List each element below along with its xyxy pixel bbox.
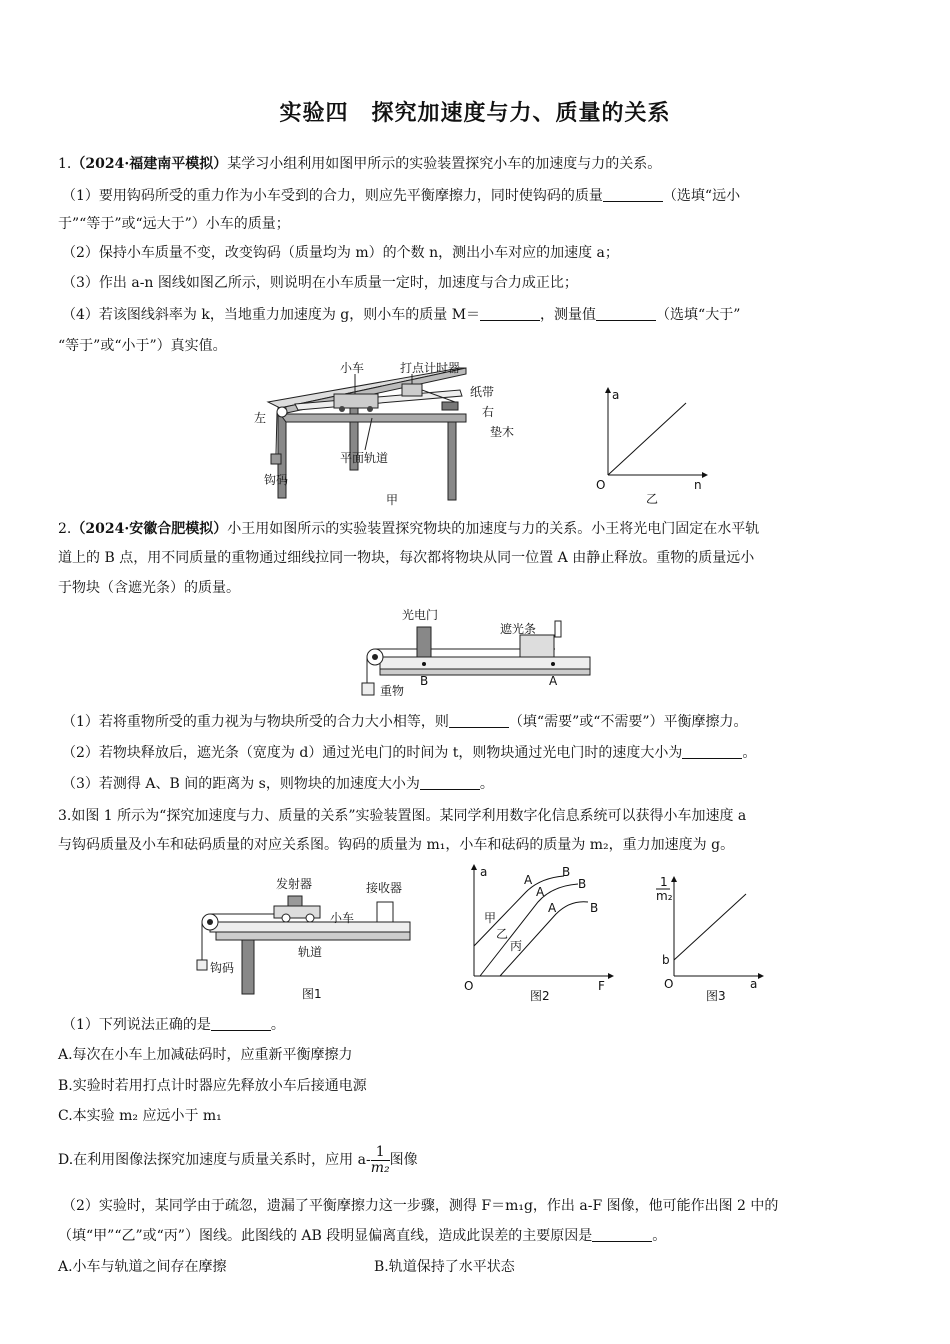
origin-label: O (464, 979, 474, 993)
q3-line2: 与钩码质量及小车和砝码质量的对应关系图。钩码的质量为 m₁，小车和砝码的质量为 m₂，重力加速度为 g。 (58, 837, 735, 853)
intercept-b: b (662, 953, 670, 967)
axis-f-label: F (598, 979, 605, 993)
q1-number: 1. (58, 156, 72, 172)
figure-a-n-graph (590, 385, 710, 510)
q2-p1-text-b: （填“需要”或“不需要”）平衡摩擦力。 (508, 714, 748, 730)
label-a: A (549, 674, 558, 688)
label-A1: A (524, 873, 533, 887)
label-weight: 钩码 (264, 473, 289, 487)
axis-num: 1 (660, 875, 668, 889)
q3-p2-text-b: 。 (652, 1228, 667, 1244)
label-strip: 遮光条 (500, 622, 537, 636)
q3-p2-text: （填“甲”“乙”或“丙”）图线。此图线的 AB 段明显偏离直线，造成此误差的主要原因是 (58, 1228, 593, 1244)
q2-p2-text-b: 。 (742, 745, 757, 761)
figure-cart-apparatus (250, 360, 530, 510)
label-B2: B (578, 877, 587, 891)
figure-3-graph (650, 872, 770, 1007)
q3-answer-row-b (374, 1257, 774, 1277)
caption-yi: 乙 (646, 492, 659, 506)
q2-p3-text: （3）若测得 A、B 间的距离为 s，则物块的加速度大小为 (62, 776, 420, 792)
q2-part1 (62, 712, 902, 732)
q1-part4 (62, 305, 902, 325)
q2-p2-text: （2）若物块释放后，遮光条（宽度为 d）通过光电门的时间为 t，则物块通过光电门时的速度大小为 (62, 745, 683, 761)
fraction (371, 1145, 390, 1176)
figure-2-a-f-graph (460, 862, 620, 1007)
q3-option-b[interactable]: B.实验时若用打点计时器应先释放小车后接通电源 (58, 1078, 367, 1094)
q2-number: 2. (58, 521, 72, 537)
label-bing: 丙 (510, 939, 523, 953)
q2-source: （2024·安徽合肥模拟） (71, 521, 228, 537)
axis-a-label: a (612, 388, 620, 402)
figure-1-apparatus (190, 870, 420, 1005)
label-receiver: 接收器 (366, 881, 403, 895)
label-block: 垫木 (490, 425, 515, 439)
q1-p1-text: （1）要用钩码所受的重力作为小车受到的合力，则应先平衡摩擦力，同时使钩码的质量 (62, 188, 603, 204)
label-left: 左 (254, 411, 267, 425)
q2-line3: 于物块（含遮光条）的质量。 (58, 580, 240, 596)
label-gate: 光电门 (402, 608, 439, 622)
q1-intro (58, 154, 898, 174)
q1-p4-text-b: ，测量值 (540, 307, 597, 323)
q3-part1 (62, 1015, 902, 1035)
label-right: 右 (482, 405, 495, 419)
q1-part1 (62, 186, 902, 206)
answer-blank[interactable] (480, 306, 540, 321)
label-A2: A (536, 885, 545, 899)
label-car: 小车 (330, 911, 355, 925)
caption-jia: 甲 (386, 493, 399, 507)
q1-p1-text-b: （选填“远小 (662, 188, 741, 204)
label-A3: A (548, 901, 557, 915)
label-weight: 钩码 (210, 961, 235, 975)
page-title: 实验四 探究加速度与力、质量的关系 (279, 100, 671, 126)
q2-part3 (62, 774, 902, 794)
q1-part2: （2）保持小车质量不变，改变钩码（质量均为 m）的个数 n，测出小车对应的加速度 a； (62, 245, 619, 261)
caption-fig3: 图3 (706, 989, 726, 1003)
q3-option-c[interactable]: C.本实验 m₂ 应远小于 m₁ (58, 1108, 222, 1124)
label-timer: 打点计时器 (400, 361, 461, 375)
q1-part3: （3）作出 a-n 图线如图乙所示，则说明在小车质量一定时，加速度与合力成正比； (62, 275, 578, 291)
origin-label: O (664, 977, 674, 991)
label-B3: B (590, 901, 599, 915)
q3-part2: （2）实验时，某同学由于疏忽，遗漏了平衡摩擦力这一步骤，测得 F＝m₁g，作出 a-F 图像，他可能作出图 2 中的 (62, 1198, 779, 1214)
label-B1: B (562, 865, 571, 879)
q2-text1: 小王用如图所示的实验装置探究物块的加速度与力的关系。小王将光电门固定在水平轨 (227, 521, 760, 537)
q2-part2 (62, 743, 902, 763)
answer-blank[interactable] (682, 744, 742, 759)
q3-ans-a[interactable]: A.小车与轨道之间存在摩擦 (58, 1259, 227, 1275)
label-yi: 乙 (496, 927, 509, 941)
q1-p4-text-c: （选填“大于” (656, 307, 741, 323)
axis-den: m₂ (656, 889, 673, 903)
answer-blank[interactable] (592, 1227, 652, 1242)
q1-part4-cont: “等于”或“小于”）真实值。 (58, 338, 227, 354)
label-b: B (420, 674, 429, 688)
label-jia: 甲 (484, 911, 497, 925)
label-emitter: 发射器 (276, 877, 313, 891)
q2-p1-text: （1）若将重物所受的重力视为与物块所受的合力大小相等，则 (62, 714, 449, 730)
answer-blank[interactable] (211, 1016, 271, 1031)
q3-optd-text-b: 图像 (389, 1152, 418, 1168)
label-tape: 纸带 (470, 385, 495, 399)
answer-blank[interactable] (449, 713, 509, 728)
label-track: 平面轨道 (340, 451, 389, 465)
fraction-den: m₂ (370, 1159, 390, 1176)
q3-p1-text: （1）下列说法正确的是 (62, 1017, 211, 1033)
figure-photogate-apparatus (350, 605, 600, 705)
q2-line1 (58, 519, 898, 539)
q3-ans-b[interactable]: B.轨道保持了水平状态 (374, 1259, 515, 1275)
q2-p3-text-b: 。 (479, 776, 494, 792)
axis-n-label: n (694, 478, 702, 492)
q2-line2: 道上的 B 点，用不同质量的重物通过细线拉同一物块，每次都将物块从同一位置 A 由静止释放。重物的质量远小 (58, 550, 755, 566)
caption-fig1: 图1 (302, 987, 322, 1001)
caption-fig2: 图2 (530, 989, 550, 1003)
label-car: 小车 (340, 361, 365, 375)
axis-a-label: a (750, 977, 758, 991)
q1-source: （2024·福建南平模拟） (71, 156, 228, 172)
q3-part2-cont (58, 1226, 898, 1246)
label-weight: 重物 (380, 684, 405, 698)
axis-a-label: a (480, 865, 488, 879)
q1-part1-cont: 于”“等于”或“远大于”）小车的质量； (58, 216, 290, 232)
q3-option-d[interactable] (58, 1140, 898, 1180)
answer-blank[interactable] (420, 775, 480, 790)
q1-intro-text: 某学习小组利用如图甲所示的实验装置探究小车的加速度与力的关系。 (227, 156, 662, 172)
label-track: 轨道 (298, 945, 323, 959)
q3-option-a[interactable]: A.每次在小车上加减砝码时，应重新平衡摩擦力 (58, 1047, 353, 1063)
origin-label: O (596, 478, 606, 492)
q1-p4-text: （4）若该图线斜率为 k，当地重力加速度为 g，则小车的质量 M＝ (62, 307, 481, 323)
q3-p1-text-b: 。 (270, 1017, 285, 1033)
q3-optd-text: D.在利用图像法探究加速度与质量关系时，应用 a- (58, 1152, 371, 1168)
q3-line1: 3.如图 1 所示为“探究加速度与力、质量的关系”实验装置图。某同学利用数字化信息系统可以获得小车加速度 a (58, 808, 747, 824)
fraction-num: 1 (371, 1145, 390, 1161)
answer-blank[interactable] (603, 187, 663, 202)
answer-blank[interactable] (596, 306, 656, 321)
